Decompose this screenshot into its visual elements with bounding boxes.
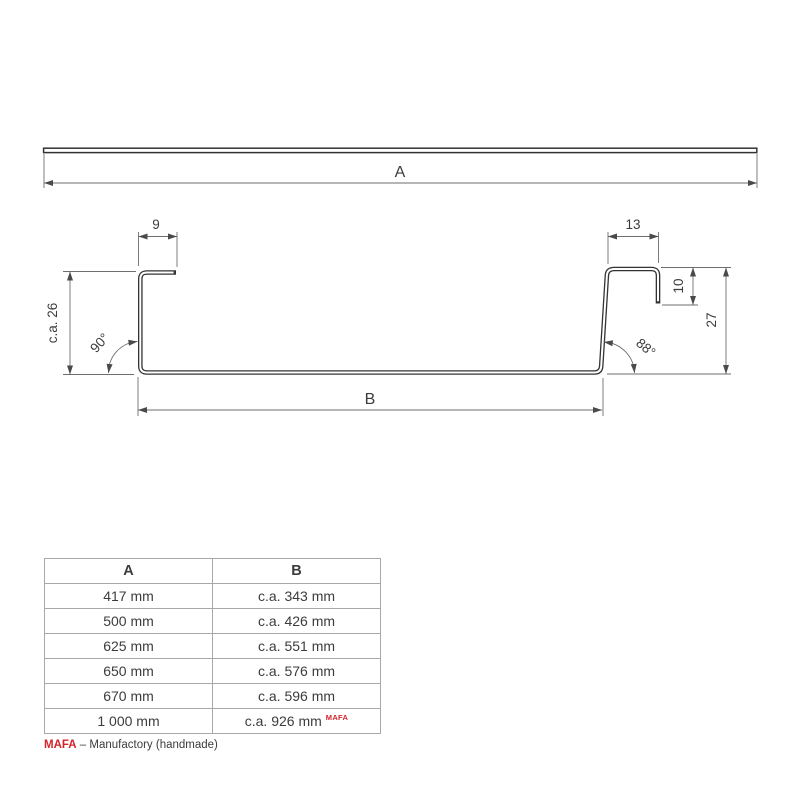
cell-a: 650 mm [45,659,213,684]
dim-b-label: B [364,391,376,408]
size-table [44,558,381,734]
dim-left-height-lines [63,272,136,375]
size-table-header-row [45,559,381,584]
cell-b-value: c.a. 926 mm [244,713,322,729]
dim-left-height-label: c.a. 26 [45,302,60,344]
table-row [45,584,381,609]
table-row [45,709,381,734]
cell-a: 670 mm [45,684,213,709]
mafa-superscript: MAFA [325,713,349,722]
column-header-a: A [45,559,213,584]
angle-right-group [603,335,658,373]
angle-left-label: 90° [87,330,113,356]
table-row [45,634,381,659]
flat-sheet-outline [44,148,757,152]
footnote [44,739,218,751]
angle-left-arrows [106,339,138,374]
footnote-term: MAFA [44,739,77,751]
table-row [45,609,381,634]
cell-b: c.a. 551 mm [213,634,381,659]
footnote-text: – Manufactory (handmade) [79,739,218,751]
cell-a: 1 000 mm [45,709,213,734]
profile-cross-section [140,269,658,373]
cell-b: c.a. 343 mm [213,584,381,609]
dim-left-flange-label: 9 [152,217,160,232]
table-row [45,684,381,709]
table-row [45,659,381,684]
flat-sheet-bar [44,148,757,152]
dim-a-label: A [394,164,406,181]
cell-b: c.a. 576 mm [213,659,381,684]
profile-outline-outer [140,269,658,373]
cell-b: c.a. 426 mm [213,609,381,634]
dim-right-flange-label: 13 [625,217,641,232]
dim-right-height-label: 27 [704,312,719,328]
angle-right-arrows [603,339,637,373]
cell-a: 417 mm [45,584,213,609]
cell-b [213,709,381,734]
angle-right-arc [604,342,635,373]
angle-right-label: 88° [633,335,659,360]
column-header-b: B [213,559,381,584]
profile-outline-inner [140,269,658,373]
cell-b: c.a. 596 mm [213,684,381,709]
cell-a: 625 mm [45,634,213,659]
angle-left-arc [108,342,137,374]
dim-right-lip-label: 10 [671,278,686,294]
cell-a: 500 mm [45,609,213,634]
angle-left-group [87,330,138,373]
